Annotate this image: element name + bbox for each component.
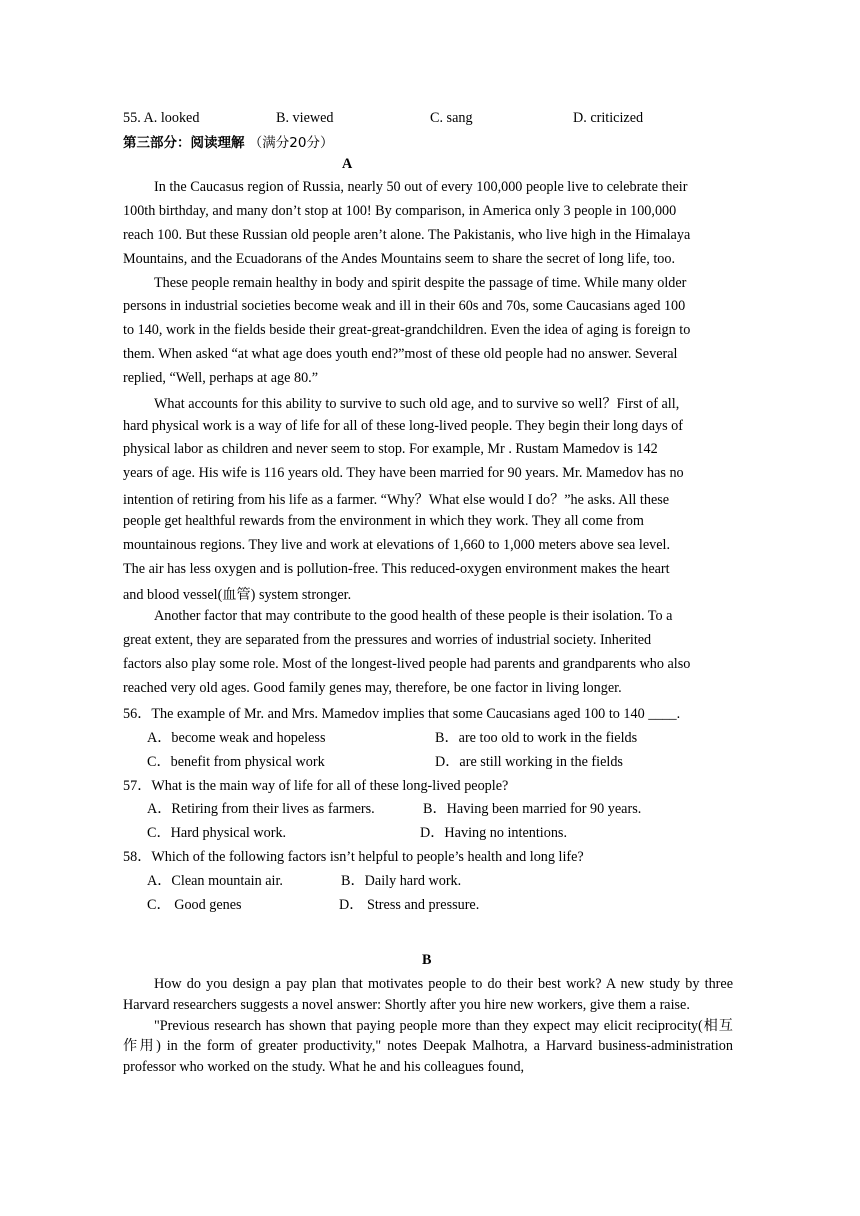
question-56-stem: 56．The example of Mr. and Mrs. Mamedov implies that some Caucasians aged 100 to 140 ____. [123,706,681,722]
question-56-option-b: B．are too old to work in the fields [435,730,638,746]
passage-a-line: mountainous regions. They live and work at elevations of 1,660 to 1,000 meters above sea level. [123,537,671,553]
passage-a-line: and blood vessel(血管) system stronger. [123,587,352,603]
question-57-stem: 57．What is the main way of life for all of these long-lived people? [123,778,509,794]
question-57-option-b: B．Having been married for 90 years. [423,801,642,817]
passage-a-line: These people remain healthy in body and spirit despite the passage of time. While many older [154,275,687,291]
question-56-option-c: C．benefit from physical work [147,754,325,770]
passage-b-paragraph: How do you design a pay plan that motivates people to do their best work? A new study by three Harvard researchers suggests a novel answer: Shortly after you hire new workers, give them a raise. [123,976,733,1013]
question-58-option-c: C． Good genes [147,897,242,913]
passage-a-line: The air has less oxygen and is pollution-free. This reduced-oxygen environment makes the heart [123,561,670,577]
passage-b-heading: B [422,952,432,968]
q55-option-d: D. criticized [573,110,644,126]
passage-b-body [123,974,733,1078]
question-57-option-c: C．Hard physical work. [147,825,287,841]
passage-a-line: Another factor that may contribute to the good health of these people is their isolation. To a [154,608,673,624]
question-56-option-d: D．are still working in the fields [435,754,623,770]
q55-option-a: 55. A. looked [123,110,200,126]
passage-a-line: people get healthful rewards from the environment in which they work. They all come from [123,513,644,529]
q55-option-b: B. viewed [276,110,334,126]
passage-a-line: 100th birthday, and many don’t stop at 100! By comparison, in America only 3 people in 100,000 [123,203,677,219]
question-58-option-b: B．Daily hard work. [341,873,462,889]
question-58-option-a: A．Clean mountain air. [147,873,283,889]
passage-a-line: factors also play some role. Most of the longest-lived people had parents and grandparents who also [123,656,691,672]
passage-a-line: great extent, they are separated from the pressures and worries of industrial society. Inherited [123,632,652,648]
question-58-stem: 58．Which of the following factors isn’t helpful to people’s health and long life? [123,849,584,865]
section-title-main: 第三部分：阅读理解 [123,135,245,151]
question-57-option-a: A．Retiring from their lives as farmers. [147,801,375,817]
question-57-option-d: D．Having no intentions. [420,825,567,841]
section-title-score: （满分20分） [248,135,334,151]
section-title [123,131,333,151]
passage-a-line: years of age. His wife is 116 years old. They have been married for 90 years. Mr. Mamedov has no [123,465,684,481]
passage-a-line: replied, “Well, perhaps at age 80.” [123,370,319,386]
question-58-option-d: D． Stress and pressure. [339,897,480,913]
q55-option-c: C. sang [430,110,473,126]
passage-a-heading: A [342,156,353,172]
passage-a-line: to 140, work in the fields beside their great-great-grandchildren. Even the idea of aging is foreign to [123,322,691,338]
passage-a-line: In the Caucasus region of Russia, nearly 50 out of every 100,000 people live to celebrate their [154,179,688,195]
passage-a-line: What accounts for this ability to survive to such old age, and to survive so well？First of all, [154,396,680,412]
passage-a-line: physical labor as children and never seem to stop. For example, Mr . Rustam Mamedov is 142 [123,441,658,457]
passage-a-line: reached very old ages. Good family genes may, therefore, be one factor in living longer. [123,680,622,696]
passage-a-line: hard physical work is a way of life for all of these long-lived people. They begin their long days of [123,418,683,434]
question-56-option-a: A．become weak and hopeless [147,730,326,746]
passage-b-paragraph: "Previous research has shown that paying people more than they expect may elicit reciprocity(相互作用) in the form of greater productivity," notes Deepak Malhotra, a Harvard business-administration professor who worked on the study. What he and his colleagues found, [123,1017,733,1076]
passage-a-line: reach 100. But these Russian old people aren’t alone. The Pakistanis, who live high in the Himalaya [123,227,691,243]
passage-a-line: intention of retiring from his life as a farmer. “Why？What else would I do？”he asks. All these [123,492,670,508]
passage-a-line: Mountains, and the Ecuadorans of the Andes Mountains seem to share the secret of long life, too. [123,251,675,267]
passage-a-line: persons in industrial societies become weak and ill in their 60s and 70s, some Caucasians aged 100 [123,298,686,314]
passage-a-line: them. When asked “at what age does youth end?”most of these old people had no answer. Several [123,346,678,362]
